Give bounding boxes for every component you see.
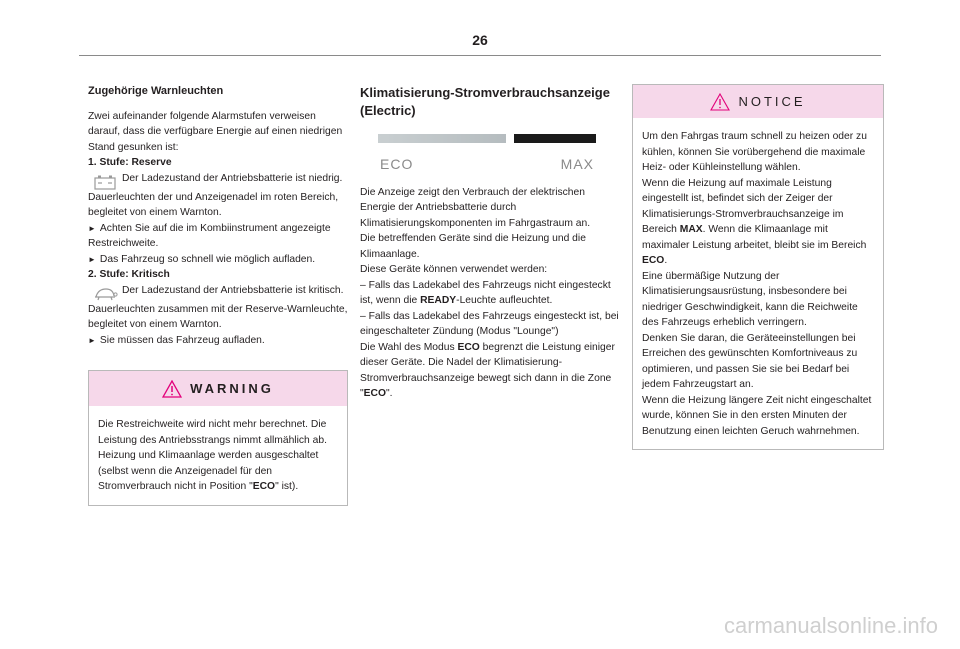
dash-item-1: – Falls das Ladekabel des Fahrzeugs nicht eingesteckt ist, wenn die READY-Leuchte aufleuchtet.	[360, 279, 611, 306]
warning-box-header	[89, 371, 347, 406]
turtle-icon	[88, 283, 122, 302]
warning-text: Die Restreichweite wird nicht mehr berechnet. Die Leistung des Antriebsstrangs nimmt allmählich ab. Heizung und Klimaanlage werden ausgeschaltet (selbst wenn die Anzeigenadel für den Stromverbrauch nicht in Position "ECO" ist).	[98, 419, 327, 492]
paragraph-3: Diese Geräte können verwendet werden:	[360, 264, 548, 275]
section-heading: Zugehörige Warnleuchten	[88, 85, 224, 97]
notice-paragraph-2: Wenn die Heizung auf maximale Leistung eingestellt ist, befindet sich der Zeiger der Klimatisierungs-Stromverbrauchsanzeige im Bereich MAX. Wenn die Klimaanlage mit maximaler Leistung arbeitet, bleibt sie im Bereich ECO.	[642, 177, 867, 266]
column-notice	[632, 84, 884, 450]
stage2-bullet-1: ► Sie müssen das Fahrzeug aufladen.	[88, 333, 348, 349]
consumption-gauge	[378, 134, 596, 173]
stage2-indicator-text: Der Ladezustand der Antriebsbatterie ist kritisch.	[122, 284, 344, 296]
column-warning-lights	[88, 84, 348, 506]
gauge-labels	[378, 157, 596, 173]
header-rule	[79, 55, 881, 56]
warning-triangle-icon	[710, 93, 730, 111]
page-number: 26	[472, 32, 488, 48]
stage1-bullet-2: ► Das Fahrzeug so schnell wie möglich aufladen.	[88, 252, 348, 268]
arrow-right-icon: ►	[88, 223, 96, 233]
stage1-description: Dauerleuchten der und Anzeigenadel im roten Bereich, begleitet von einem Warnton.	[88, 191, 339, 218]
section-heading: Klimatisierung-Stromverbrauchsanzeige (Electric)	[360, 85, 610, 118]
stage1-indicator	[88, 171, 348, 190]
paragraph-1: Die Anzeige zeigt den Verbrauch der elektrischen Energie der Antriebsbatterie durch Klimatisierungskomponenten im Fahrgastraum an.	[360, 186, 591, 229]
notice-paragraph-5: Wenn die Heizung längere Zeit nicht eingeschaltet wurde, können Sie in den ersten Minuten der Benutzung einen leichten Geruch wahrnehmen.	[642, 394, 872, 437]
stage1-bullet-1: ► Achten Sie auf die im Kombiinstrument angezeigte Restreichweite.	[88, 222, 331, 249]
arrow-right-icon: ►	[88, 254, 96, 264]
notice-paragraph-4: Denken Sie daran, die Geräteeinstellungen bei Erreichen des gewünschten Komfortniveaus zu optimieren, und passen Sie sie bei Bedarf bei jedem Fahrzeugstart an.	[642, 332, 858, 390]
notice-box	[632, 84, 884, 450]
battery-low-icon	[88, 171, 122, 190]
gauge-label-max: MAX	[560, 156, 594, 172]
gauge-label-eco: ECO	[380, 156, 414, 172]
notice-paragraph-1: Um den Fahrgas traum schnell zu heizen oder zu kühlen, können Sie vorübergehend die maximale Heiz- oder Kühleinstellung wählen.	[642, 131, 867, 173]
dash-item-2: – Falls das Ladekabel des Fahrzeugs eingesteckt ist, bei eingeschalteter Zündung (Modus "Lounge")	[360, 310, 619, 337]
warning-triangle-icon	[162, 380, 182, 398]
column-climate-gauge	[360, 84, 620, 402]
watermark: carmanualsonline.info	[723, 613, 938, 638]
stage2-indicator	[88, 283, 348, 302]
stage1-indicator-text: Der Ladezustand der Antriebsbatterie ist niedrig.	[122, 172, 343, 184]
warning-title: WARNING	[190, 380, 274, 396]
paragraph-4: Die Wahl des Modus ECO begrenzt die Leistung einiger dieser Geräte. Die Nadel der Klimatisierung-Stromverbrauchsanzeige bewegt sich dann in die Zone "ECO".	[360, 341, 615, 399]
notice-body	[633, 118, 883, 449]
paragraph-2: Die betreffenden Geräte sind die Heizung und die Klimaanlage.	[360, 233, 586, 260]
arrow-right-icon: ►	[88, 335, 96, 345]
stage1-title: 1. Stufe: Reserve	[88, 157, 172, 168]
stage2-title: 2. Stufe: Kritisch	[88, 269, 170, 280]
stage2-description: Dauerleuchten zusammen mit der Reserve-Warnleuchte, begleitet von einem Warnton.	[88, 303, 348, 330]
gauge-bar	[378, 134, 596, 143]
intro-text: Zwei aufeinander folgende Alarmstufen verweisen darauf, dass die verfügbare Energie auf einen niedrigen Stand gesunken ist:	[88, 110, 343, 153]
warning-box	[88, 370, 348, 506]
notice-paragraph-3: Eine übermäßige Nutzung der Klimatisierungsausrüstung, insbesondere bei niedriger Geschwindigkeit, kann die Reichweite des Fahrzeugs erheblich verringern.	[642, 270, 858, 328]
notice-box-header	[633, 85, 883, 118]
notice-title: NOTICE	[738, 93, 806, 109]
